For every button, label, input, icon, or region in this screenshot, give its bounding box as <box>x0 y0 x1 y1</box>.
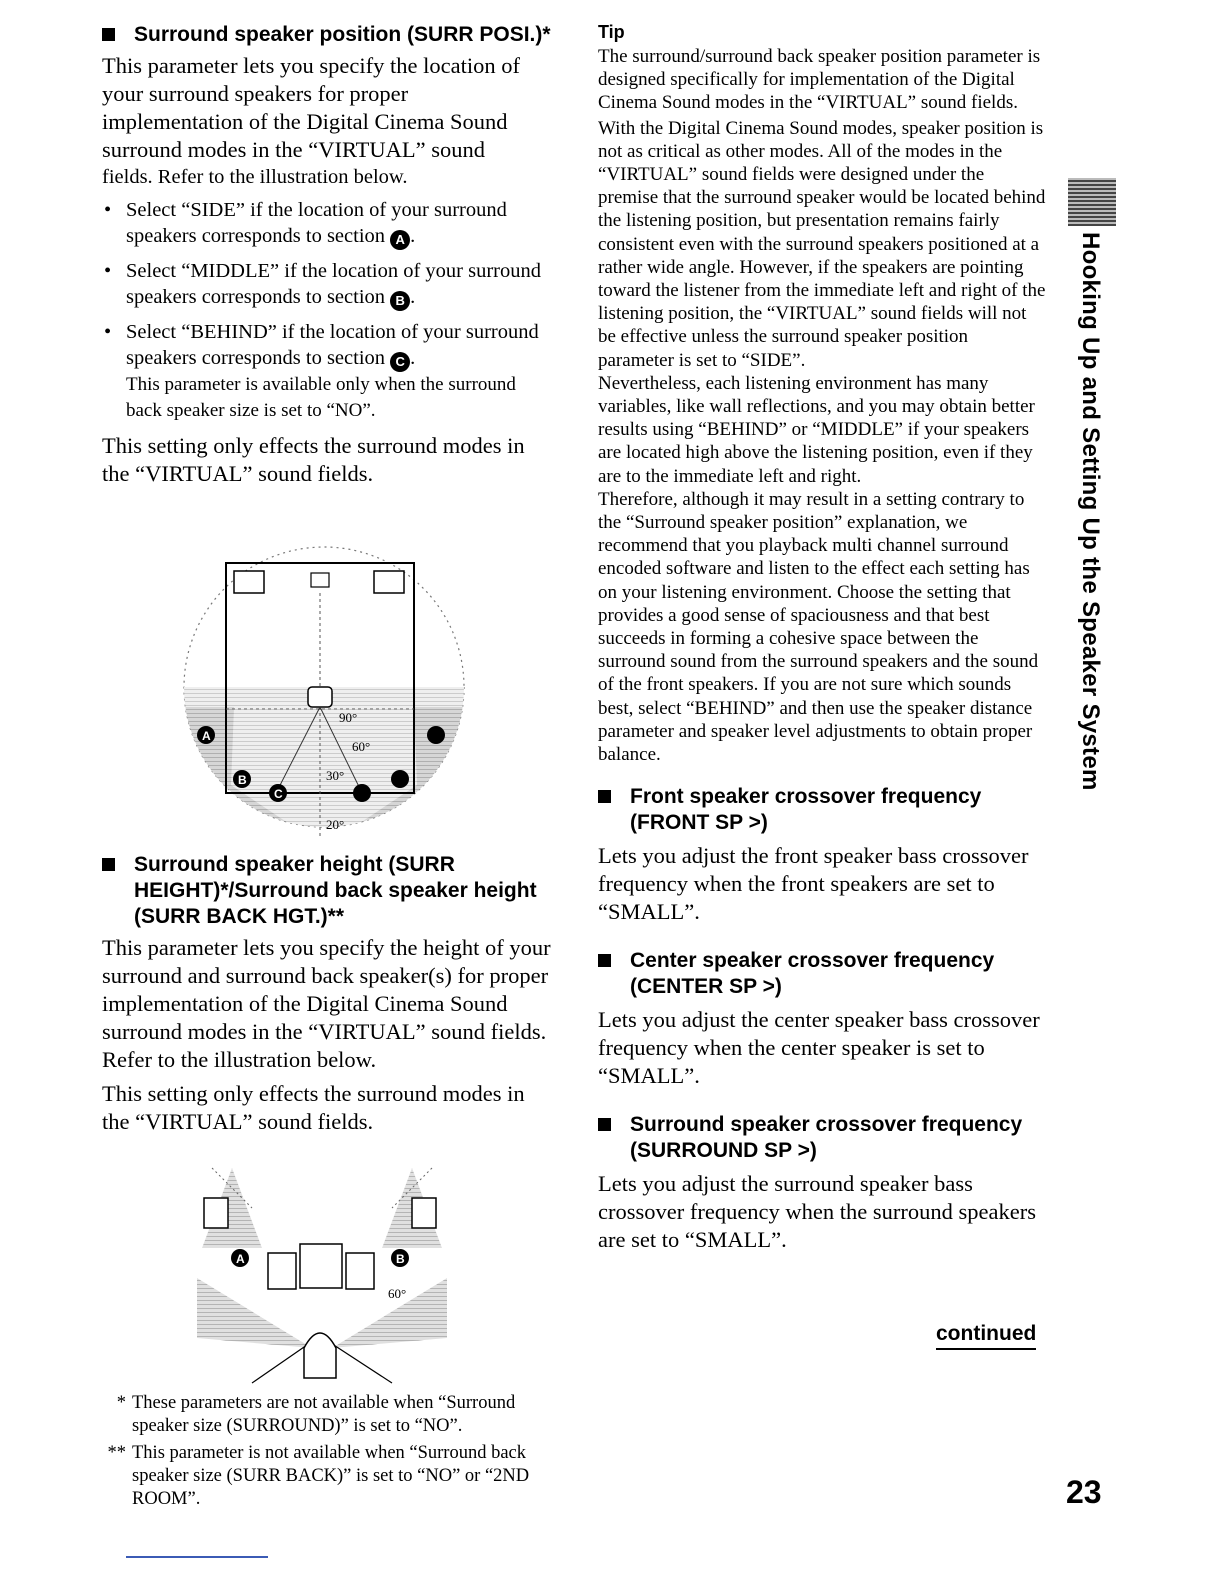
right-column <box>598 22 1048 1254</box>
center-sp-body: Lets you adjust the center speaker bass crossover frequency when the center speaker is set to “SMALL”. <box>598 1007 1040 1089</box>
heading-square-icon <box>598 790 611 803</box>
list-item: • Select “MIDDLE” if the location of your surround speakers corresponds to section B . <box>102 258 552 311</box>
tip-title: Tip <box>598 22 625 42</box>
surround-height-diagram <box>192 1148 452 1388</box>
front-left-speaker-icon <box>268 1253 296 1289</box>
angle-20-label: 20° <box>326 817 345 832</box>
section-c-icon: C <box>390 352 410 372</box>
section-heading-front-sp: Front speaker crossover frequency (FRONT SP >) <box>598 784 1048 836</box>
chapter-tab-marker <box>1068 178 1116 226</box>
heading-square-icon <box>102 858 115 871</box>
front-left-speaker-icon <box>234 571 264 593</box>
surr-posi-note: This setting only effects the surround modes in the “VIRTUAL” sound fields. <box>102 433 525 486</box>
surr-height-body: This parameter lets you specify the height of your surround and surround back speaker(s) for proper implementation of the Digital Cinema Sound surround modes in the “VIRTUAL” sound fields. Refer to the illustration below. <box>102 935 551 1072</box>
angle-60-label: 60° <box>352 739 371 754</box>
list-item: • Select “SIDE” if the location of your surround speakers corresponds to section A . <box>102 197 552 250</box>
behind-availability-note: This parameter is available only when the surround back speaker size is set to “NO”. <box>126 374 516 421</box>
footnote: * These parameters are not available when “Surround speaker size (SURROUND)” is set to “NO”. <box>116 1393 516 1436</box>
heading-square-icon <box>102 28 115 41</box>
section-b-icon: B <box>390 291 410 311</box>
tv-icon <box>300 1244 342 1288</box>
angle-30-label: 30° <box>326 768 345 783</box>
section-heading-center-sp: Center speaker crossover frequency (CENTER SP >) <box>598 948 1048 1000</box>
section-heading-surr-height: Surround speaker height (SURR HEIGHT)*/Surround back speaker height (SURR BACK HGT.)** <box>102 852 554 930</box>
surround-right-speaker-icon <box>412 1198 436 1228</box>
bottom-rule <box>126 1556 268 1558</box>
heading-square-icon <box>598 954 611 967</box>
tip-paragraph: The surround/surround back speaker position parameter is designed specifically for implementation of the Digital Cinema Sound modes in the “VIRTUAL” sound fields. <box>598 46 1041 114</box>
section-b-label: B <box>396 1252 405 1266</box>
section-heading-surround-sp: Surround speaker crossover frequency (SURROUND SP >) <box>598 1112 1048 1164</box>
chapter-side-tab <box>1070 232 1110 812</box>
tip-paragraph: Nevertheless, each listening environment has many variables, like wall reflections, and you may obtain better results using “BEHIND” or “MIDDLE” if your speakers are located high above the listening position, even if they are to the immediate left and right. <box>598 372 1035 487</box>
footnote: ** This parameter is not available when “Surround back speaker size (SURR BACK)” is set to “NO” or “2ND ROOM”. <box>107 1443 530 1509</box>
center-speaker-icon <box>311 573 329 587</box>
front-right-speaker-icon <box>374 571 404 593</box>
angle-60-label: 60° <box>388 1286 407 1301</box>
left-column <box>102 22 552 1301</box>
heading-square-icon <box>598 1118 611 1131</box>
chapter-side-tab-label: Hooking Up and Setting Up the Speaker System <box>1077 232 1104 791</box>
angle-90-label: 90° <box>339 710 358 725</box>
footnotes <box>100 1392 550 1515</box>
tip-paragraph: Therefore, although it may result in a setting contrary to the “Surround speaker position” explanation, we recommend that you playback multi channel surround encoded software and listen to the effect each setting has on your listening environment. Choose the setting that provides a good sense of spaciousness and that best succeeds in forming a cohesive space between the surround sound from the surround speakers and the sound of the front speakers. If you are not sure which sounds best, select “BEHIND” and then use the speaker distance parameter and speaker level adjustments to obtain proper balance. <box>598 488 1039 766</box>
section-a-region-right <box>414 707 474 837</box>
list-item: • Select “BEHIND” if the location of your surround speakers corresponds to section C . This parameter is available only when the surround back speaker size is set to “NO”. <box>102 319 552 424</box>
surround-sp-body: Lets you adjust the surround speaker bass crossover frequency when the surround speakers are set to “SMALL”. <box>598 1171 1036 1253</box>
surround-left-speaker-icon <box>204 1198 228 1228</box>
surr-height-note: This setting only effects the surround modes in the “VIRTUAL” sound fields. <box>102 1081 525 1134</box>
tip-paragraph: With the Digital Cinema Sound modes, speaker position is not as critical as other modes. All of the modes in the “VIRTUAL” sound fields were designed under the premise that the surround speaker would be located behind the listening position, but presentation remains fairly consistent even with the surround speakers positioned at a rather wide angle. However, if the speakers are pointing toward the listener from the immediate left and right of the listening position, the “VIRTUAL” sound fields will not be effective unless the surround speaker position parameter is set to “SIDE”. <box>598 117 1046 371</box>
section-b-label: B <box>238 773 247 787</box>
surr-posi-options <box>102 197 552 424</box>
section-a-label: A <box>202 729 211 743</box>
page-number: 23 <box>1066 1474 1102 1510</box>
surround-position-diagram <box>174 537 474 837</box>
section-a-icon: A <box>390 230 410 250</box>
section-a-label: A <box>236 1252 245 1266</box>
front-sp-body: Lets you adjust the front speaker bass crossover frequency when the front speakers are set to “SMALL”. <box>598 843 1029 925</box>
listener-icon <box>304 1333 336 1378</box>
front-right-speaker-icon <box>346 1253 374 1289</box>
listener-icon <box>308 687 332 707</box>
surr-posi-intro: This parameter lets you specify the location of your surround speakers for proper implementation of the Digital Cinema Sound surround modes in the “VIRTUAL” sound <box>102 53 520 162</box>
section-c-label: C <box>274 787 283 801</box>
surr-posi-intro-cont: fields. Refer to the illustration below. <box>102 166 408 188</box>
section-heading-surr-posi: Surround speaker position (SURR POSI.)* <box>102 22 554 48</box>
continued-link: continued <box>936 1322 1036 1350</box>
